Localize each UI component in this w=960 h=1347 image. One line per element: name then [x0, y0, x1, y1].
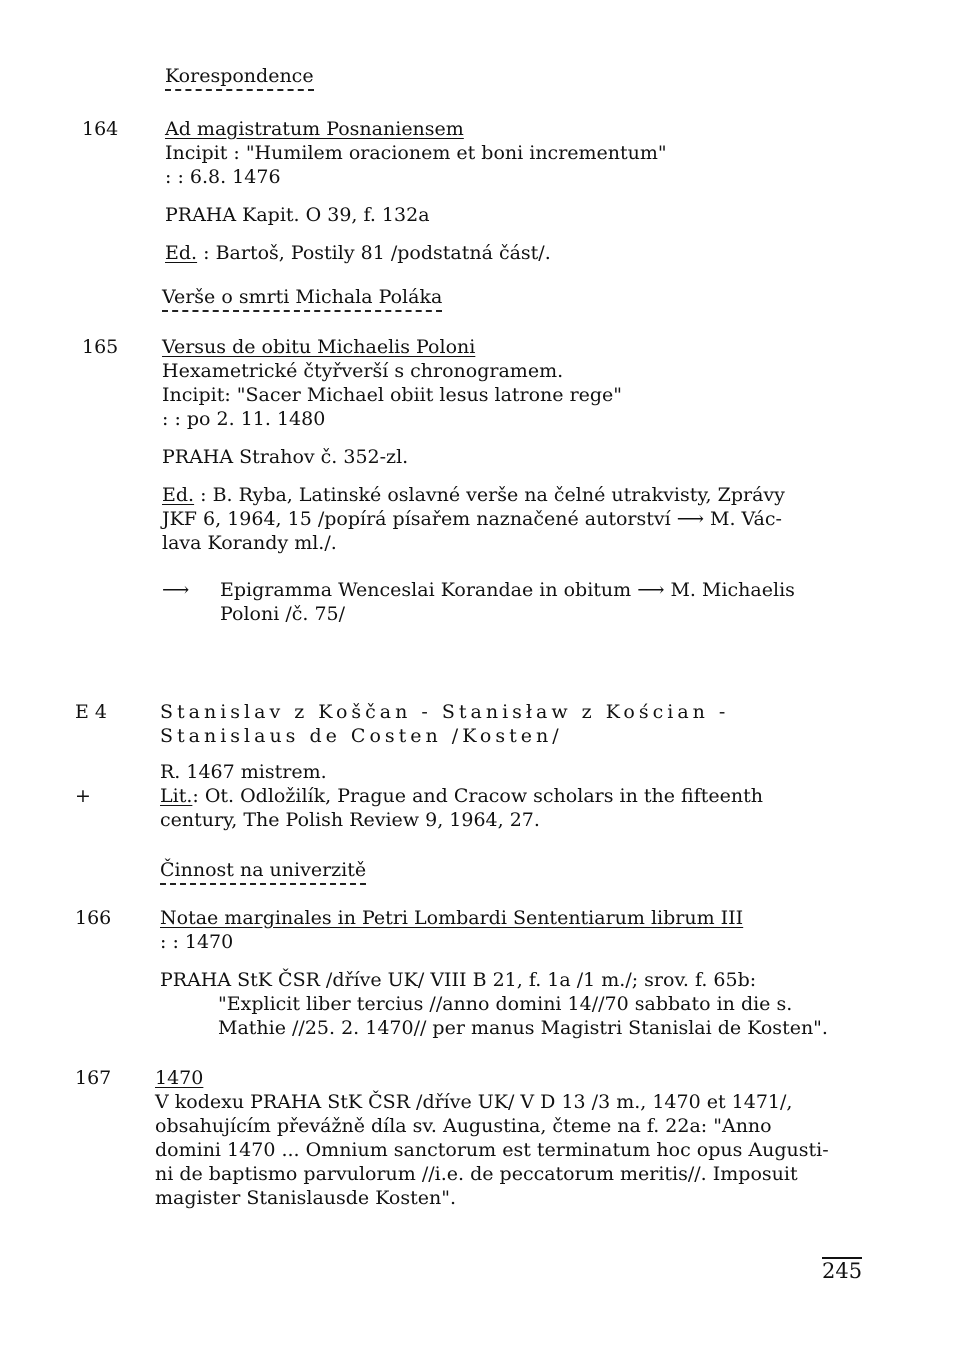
section-heading-verse: Verše o smrti Michala Poláka [162, 285, 442, 312]
entry-date: : : 1470 [160, 931, 234, 953]
entry-title: Notae marginales in Petri Lombardi Sententiarum librum III [160, 907, 744, 929]
entry-edition: Ed. : B. Ryba, Latinské oslavné verše na čelné utrakvisty, Zprávy [162, 484, 785, 506]
entry-description: Hexametrické čtyřverší s chronogramem. [162, 360, 564, 382]
entry-date: : : po 2. 11. 1480 [162, 408, 326, 430]
cross-reference [162, 578, 795, 626]
entry-167 [155, 1066, 829, 1210]
entry-title: Versus de obitu Michaelis Poloni [162, 336, 476, 358]
entry-text: magister Stanislausde Kosten". [155, 1187, 456, 1209]
section-heading-university: Činnost na univerzitě [160, 858, 366, 885]
entry-title: Ad magistratum Posnaniensem [165, 118, 464, 140]
entry-text: ni de baptismo parvulorum //i.e. de peccatorum meritis//. Imposuit [155, 1163, 798, 1185]
entry-incipit: Incipit : "Humilem oracionem et boni incrementum" [165, 142, 667, 164]
person-info [160, 760, 763, 832]
entry-explicit-cont: Mathie //25. 2. 1470// per manus Magistri Stanislai de Kosten". [218, 1017, 828, 1039]
entry-number-165: 165 [82, 336, 119, 358]
entry-165 [162, 335, 785, 555]
entry-explicit: "Explicit liber tercius //anno domini 14//70 sabbato in die s. [218, 993, 793, 1015]
person-literature: Lit.: Ot. Odložilík, Prague and Cracow scholars in the fifteenth [160, 785, 763, 807]
entry-number-164: 164 [82, 118, 119, 140]
entry-edition-cont: JKF 6, 1964, 15 /popírá písařem naznačené autorství ⟶ M. Vác- [162, 508, 782, 530]
entry-title: 1470 [155, 1067, 204, 1089]
entry-location: PRAHA StK ČSR /dříve UK/ VIII B 21, f. 1a /1 m./; srov. f. 65b: [160, 969, 757, 991]
entry-text: domini 1470 ... Omnium sanctorum est terminatum hoc opus Augusti- [155, 1139, 829, 1161]
entry-166 [160, 906, 828, 1040]
page-number: 245 [822, 1259, 863, 1283]
reference-text-cont: Poloni /č. 75/ [220, 603, 346, 625]
entry-text: obsahujícím převážně díla sv. Augustina, čteme na f. 22a: "Anno [155, 1115, 772, 1137]
entry-location: PRAHA Kapit. O 39, f. 132a [165, 204, 430, 226]
reference-text: Epigramma Wenceslai Korandae in obitum ⟶ M. Michaelis [220, 579, 795, 601]
person-header [160, 700, 729, 748]
arrow-right-icon: ⟶ [162, 579, 190, 601]
person-name: Stanislav z Koščan - Stanisław z Kościan - [160, 701, 730, 723]
entry-incipit: Incipit: "Sacer Michael obiit lesus latrone rege" [162, 384, 623, 406]
person-name-variants: Stanislaus de Costen /Kosten/ [160, 725, 563, 747]
entry-location: PRAHA Strahov č. 352-zl. [162, 446, 409, 468]
entry-edition-cont: lava Korandy ml./. [162, 532, 337, 554]
person-literature-cont: century, The Polish Review 9, 1964, 27. [160, 809, 540, 831]
entry-text: V kodexu PRAHA StK ČSR /dříve UK/ V D 13 /3 m., 1470 et 1471/, [155, 1091, 793, 1113]
entry-number-166: 166 [75, 907, 112, 929]
section-heading-korespondence: Korespondence [165, 64, 314, 91]
entry-number-167: 167 [75, 1067, 112, 1089]
entry-164 [165, 117, 667, 265]
person-id: E 4 [75, 701, 107, 723]
entry-date: : : 6.8. 1476 [165, 166, 281, 188]
person-degree: R. 1467 mistrem. [160, 761, 327, 783]
entry-edition: Ed. : Bartoš, Postily 81 /podstatná část/. [165, 242, 551, 264]
plus-marker: + [75, 785, 91, 807]
